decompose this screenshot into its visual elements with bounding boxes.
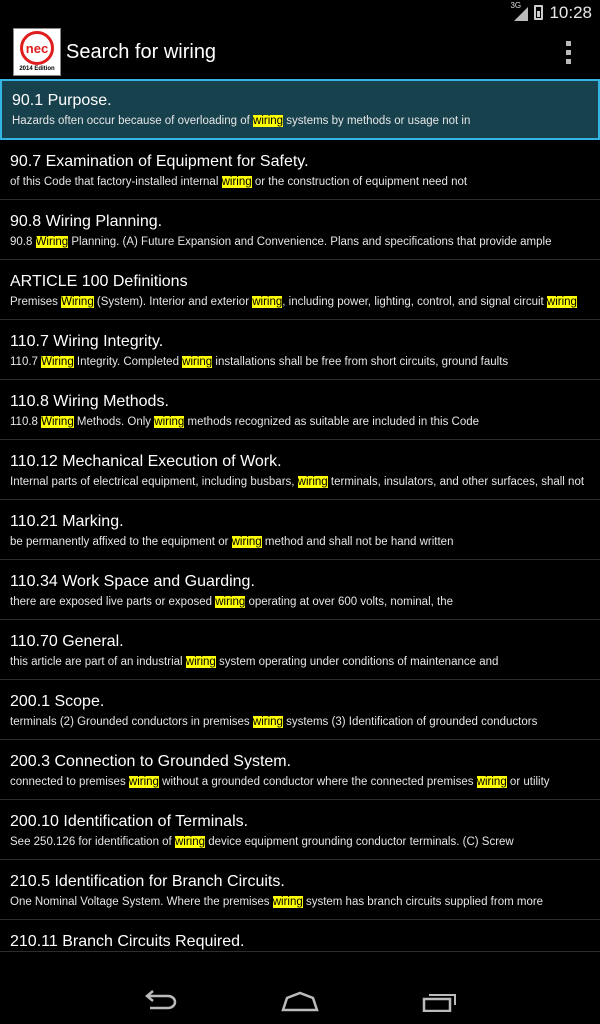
result-snippet <box>10 351 590 379</box>
snippet-text: One Nominal Voltage System. Where the premises <box>10 896 273 908</box>
snippet-text: connected to premises <box>10 776 129 788</box>
highlighted-match: wiring <box>215 596 246 608</box>
signal-icon <box>510 0 528 21</box>
logo-mark <box>20 31 54 65</box>
home-button[interactable] <box>272 981 328 1021</box>
network-type-label: 3G <box>510 0 522 10</box>
highlighted-match: wiring <box>231 536 262 548</box>
result-snippet <box>10 831 590 859</box>
result-title: 110.70 General. <box>10 633 124 650</box>
highlighted-match: wiring <box>476 776 507 788</box>
snippet-text: of this Code that factory-installed internal <box>10 176 222 188</box>
app-logo[interactable] <box>13 28 61 76</box>
list-item[interactable] <box>0 79 600 140</box>
highlighted-match: wiring <box>185 656 216 668</box>
list-item[interactable] <box>0 140 600 200</box>
snippet-text: systems by methods or usage not in <box>283 115 471 127</box>
list-item[interactable] <box>0 440 600 500</box>
result-title: 110.8 Wiring Methods. <box>10 393 169 410</box>
result-title: 210.5 Identification for Branch Circuits. <box>10 873 285 890</box>
list-item[interactable] <box>0 200 600 260</box>
result-snippet <box>10 591 590 619</box>
status-bar <box>0 0 600 25</box>
list-item[interactable] <box>0 320 600 380</box>
list-item[interactable] <box>0 740 600 800</box>
list-item[interactable] <box>0 380 600 440</box>
snippet-text: terminals, insulators, and other surfaces, shall not <box>327 476 585 488</box>
snippet-text: Planning. (A) Future Expansion and Convenience. Plans and specifications that provide ample <box>68 236 552 248</box>
snippet-text: terminals (2) Grounded conductors in premises <box>10 716 253 728</box>
snippet-text: (System). Interior and exterior <box>93 296 253 308</box>
highlighted-match: wiring <box>297 476 328 488</box>
result-title: 110.12 Mechanical Execution of Work. <box>10 453 282 470</box>
list-item[interactable] <box>0 620 600 680</box>
result-title: 90.1 Purpose. <box>12 92 112 109</box>
result-snippet <box>10 231 590 259</box>
highlighted-match: wiring <box>154 416 185 428</box>
snippet-text: or utility <box>506 776 550 788</box>
snippet-text: Integrity. Completed <box>73 356 183 368</box>
result-title: 200.3 Connection to Grounded System. <box>10 753 292 770</box>
result-title: 90.7 Examination of Equipment for Safety. <box>10 153 309 170</box>
highlighted-match: wiring <box>546 296 577 308</box>
result-snippet <box>10 891 590 919</box>
search-results-list[interactable] <box>0 79 600 977</box>
list-item[interactable] <box>0 860 600 920</box>
result-snippet <box>12 110 588 138</box>
navigation-bar <box>0 977 600 1024</box>
highlighted-match: Wiring <box>61 296 94 308</box>
snippet-text: this article are part of an industrial <box>10 656 186 668</box>
snippet-text: system has branch circuits supplied from more <box>302 896 544 908</box>
back-icon <box>142 990 178 1012</box>
result-title: ARTICLE 100 Definitions <box>10 273 188 290</box>
back-button[interactable] <box>132 981 188 1021</box>
highlighted-match: Wiring <box>35 236 69 248</box>
list-item[interactable] <box>0 800 600 860</box>
highlighted-match: wiring <box>252 296 283 308</box>
result-snippet <box>10 771 590 799</box>
recents-icon <box>422 990 458 1012</box>
overflow-menu-button[interactable] <box>548 25 588 79</box>
highlighted-match: wiring <box>182 356 213 368</box>
result-title: 90.8 Wiring Planning. <box>10 213 163 230</box>
list-item[interactable] <box>0 920 600 952</box>
recents-button[interactable] <box>412 981 468 1021</box>
result-title: 110.34 Work Space and Guarding. <box>10 573 255 590</box>
result-title: 110.7 Wiring Integrity. <box>10 333 164 350</box>
result-title: 200.10 Identification of Terminals. <box>10 813 249 830</box>
status-time: 10:28 <box>549 2 592 22</box>
result-snippet <box>10 471 590 499</box>
highlighted-match: wiring <box>253 115 284 127</box>
logo-text: nec <box>25 40 49 56</box>
home-icon <box>281 990 319 1012</box>
highlighted-match: Wiring <box>41 416 74 428</box>
snippet-text: Hazards often occur because of overloading of <box>12 115 254 127</box>
highlighted-match: wiring <box>128 776 159 788</box>
snippet-text: device equipment grounding conductor terminals. (C) Screw <box>205 836 514 848</box>
result-snippet <box>10 531 590 559</box>
snippet-text: 110.8 <box>10 416 42 428</box>
highlighted-match: wiring <box>174 836 205 848</box>
result-title: 210.11 Branch Circuits Required. <box>10 933 245 950</box>
list-item[interactable] <box>0 500 600 560</box>
logo-edition: 2014 Edition <box>19 66 55 72</box>
snippet-text: without a grounded conductor where the connected premises <box>158 776 477 788</box>
result-snippet <box>10 291 590 319</box>
overflow-dot-icon <box>566 50 571 55</box>
snippet-text: installations shall be free from short circuits, ground faults <box>212 356 509 368</box>
snippet-text: 90.8 <box>10 236 36 248</box>
page-title: Search for wiring <box>66 40 217 63</box>
snippet-text: or the construction of equipment need not <box>251 176 468 188</box>
snippet-text: method and shall not be hand written <box>261 536 454 548</box>
snippet-text: system operating under conditions of maintenance and <box>215 656 499 668</box>
snippet-text: systems (3) Identification of grounded conductors <box>282 716 538 728</box>
result-title: 200.1 Scope. <box>10 693 105 710</box>
highlighted-match: wiring <box>221 176 252 188</box>
highlighted-match: wiring <box>252 716 283 728</box>
result-snippet <box>10 711 590 739</box>
snippet-text: operating at over 600 volts, nominal, the <box>245 596 454 608</box>
overflow-dot-icon <box>566 59 571 64</box>
snippet-text: methods recognized as suitable are included in this Code <box>184 416 480 428</box>
overflow-dot-icon <box>566 41 571 46</box>
result-snippet <box>10 651 590 679</box>
list-item[interactable] <box>0 680 600 740</box>
snippet-text: Premises <box>10 296 62 308</box>
highlighted-match: Wiring <box>41 356 74 368</box>
snippet-text: be permanently affixed to the equipment or <box>10 536 232 548</box>
result-snippet <box>10 171 590 199</box>
snippet-text: Internal parts of electrical equipment, including busbars, <box>10 476 298 488</box>
snippet-text: , including power, lighting, control, and signal circuit <box>282 296 547 308</box>
snippet-text: there are exposed live parts or exposed <box>10 596 216 608</box>
action-bar <box>0 25 600 79</box>
snippet-text: 110.7 <box>10 356 42 368</box>
battery-icon <box>534 5 543 20</box>
list-item[interactable] <box>0 260 600 320</box>
highlighted-match: wiring <box>272 896 303 908</box>
result-snippet <box>10 411 590 439</box>
snippet-text: See 250.126 for identification of <box>10 836 175 848</box>
result-title: 110.21 Marking. <box>10 513 124 530</box>
snippet-text: Methods. Only <box>73 416 155 428</box>
list-item[interactable] <box>0 560 600 620</box>
